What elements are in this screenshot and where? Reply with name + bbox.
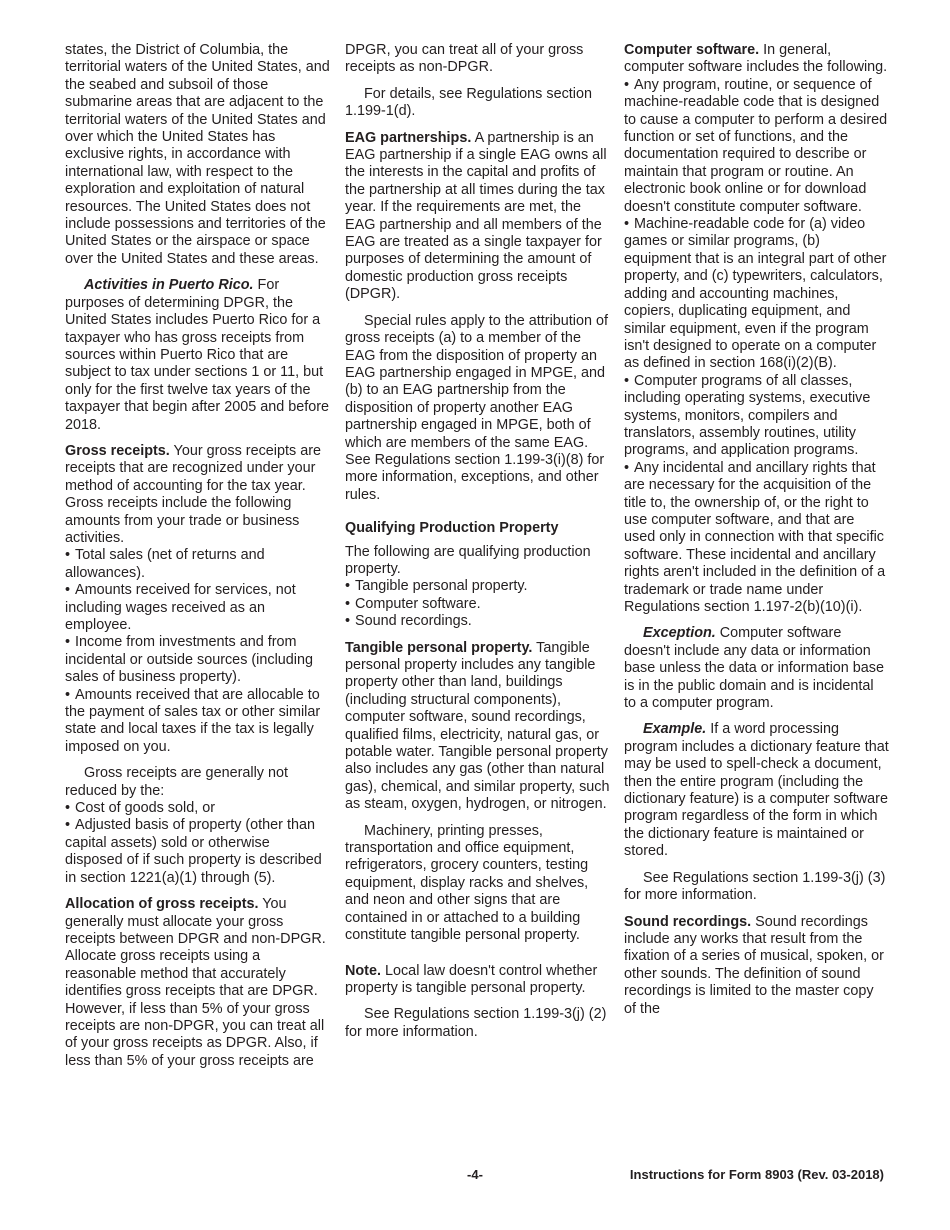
bullet-icon: •	[345, 578, 351, 595]
paragraph-text: For purposes of determining DPGR, the United States includes Puerto Rico for a taxpayer who has gross receipts from sources within Puerto Rico that are subject to tax under sections 1 or 11, but only for the first twelve tax years of the taxpayer that begin after 2005 and before 2018.	[65, 277, 330, 433]
paragraph-text: Local law doesn't control whether property is tangible personal property.	[345, 962, 598, 996]
bullet-icon: •	[624, 216, 630, 233]
paragraph-continued: DPGR, you can treat all of your gross receipts as non-DPGR.	[345, 42, 584, 76]
paragraph-text: If a word processing program includes a dictionary feature that may be used to spell-check a document, then the entire program (including the dictionary feature) is a computer software program regardless of the form in which the dictionary feature is maintained or stored.	[624, 721, 889, 860]
paragraph-us-definition: states, the District of Columbia, the territorial waters of the United States, and the seabed and subsoil of those submarine areas that are adjacent to the territorial waters of the United States and over which the United States has exclusive rights, in accordance with international law, with respect to the exploration and exploitation of natural resources. The United States does not include possessions and territories of the United States or the airspace or space over the United States and these areas.	[65, 42, 330, 267]
run-in-heading: Example.	[643, 721, 707, 738]
bullet-icon: •	[65, 817, 71, 834]
run-in-heading: Computer software.	[624, 42, 760, 58]
list-item: • Sound recordings.	[345, 613, 472, 630]
list-item: • Computer programs of all classes, including operating systems, executive systems, monitors, compilers and translators, assembly routines, utility programs, and application programs.	[624, 372, 871, 459]
run-in-heading: Exception.	[643, 625, 716, 642]
paragraph-machinery: Machinery, printing presses, transportation and office equipment, refrigerators, grocery counters, testing equipment, display racks and shelves, and neon and other signs that are contained in or attached to a building constitute tangible personal property.	[345, 822, 589, 944]
paragraph-puerto-rico	[65, 277, 330, 434]
paragraph-text: Sound recordings include any works that result from the fixation of a series of musical, spoken, or other sounds. The definition of sound recordings is limited to the master copy of the	[624, 913, 884, 1017]
not-reduced-list	[65, 800, 330, 887]
computer-software-list	[624, 77, 889, 617]
paragraph-eag-partnerships	[345, 130, 610, 304]
paragraph-text: Computer software doesn't include any data or information base unless the data or information base is in the public domain and is incidental to a computer program.	[624, 625, 884, 712]
list-item: • Income from investments and from incidental or outside sources (including sales of business property).	[65, 634, 313, 686]
qpp-list	[345, 578, 610, 630]
page-number: -4-	[467, 1167, 483, 1182]
bullet-icon: •	[345, 595, 351, 612]
paragraph-exception	[624, 625, 889, 712]
paragraph-text: In general, computer software includes the following.	[624, 42, 888, 76]
column-middle	[345, 42, 610, 1050]
bullet-icon: •	[345, 613, 351, 630]
list-item: • Any incidental and ancillary rights that are necessary for the acquisition of the title to, the ownership of, or the right to use computer software, and that are used only in connection with that specific software. These incidental and ancillary rights aren't included in the definition of a trademark or trade name under Regulations section 1.197-2(b)(10)(i).	[624, 459, 886, 615]
run-in-heading: Note.	[345, 962, 381, 979]
bullet-icon: •	[65, 634, 71, 651]
paragraph-sound-recordings	[624, 914, 889, 1018]
paragraph-text: Your gross receipts are receipts that are recognized under your method of accounting for the tax year. Gross receipts include the following amounts from your trade or business activities.	[65, 442, 321, 546]
bullet-icon: •	[624, 459, 630, 476]
bullet-icon: •	[65, 800, 71, 817]
bullet-icon: •	[624, 76, 630, 93]
list-item: • Total sales (net of returns and allowances).	[65, 547, 265, 581]
bullet-icon: •	[65, 582, 71, 599]
list-item: • Tangible personal property.	[345, 578, 528, 595]
form-title-footer: Instructions for Form 8903 (Rev. 03-2018)	[629, 1167, 884, 1182]
run-in-heading: Gross receipts.	[65, 442, 170, 459]
section-heading-qpp: Qualifying Production Property	[345, 520, 559, 537]
paragraph-details: For details, see Regulations section 1.199-1(d).	[345, 85, 592, 120]
bullet-icon: •	[65, 547, 71, 564]
bullet-icon: •	[624, 372, 630, 389]
list-item: • Adjusted basis of property (other than capital assets) sold or otherwise disposed of if such property is described in section 1221(a)(1) through (5).	[65, 817, 322, 886]
column-left	[65, 42, 330, 1079]
paragraph-qpp-intro: The following are qualifying production property.	[345, 543, 591, 577]
paragraph-text: You generally must allocate your gross receipts between DPGR and non-DPGR. Allocate gross receipts using a reasonable method that accurately identifies gross receipts that are DPGR. However, if less than 5% of your gross receipts are non-DPGR, you can treat all of your gross receipts as DPGR. Also, if less than 5% of your gross receipts are	[65, 896, 326, 1069]
paragraph-see-regulations: See Regulations section 1.199-3(j) (3) for more information.	[624, 869, 886, 904]
bullet-icon: •	[65, 686, 71, 703]
list-item: • Any program, routine, or sequence of machine-readable code that is designed to cause a computer to perform a desired function or set of functions, and the documentation required to describe or maintain that program or routine. An electronic book online or for download doesn't constitute computer software.	[624, 76, 888, 215]
list-item: • Computer software.	[345, 595, 481, 612]
paragraph-computer-software	[624, 42, 889, 77]
paragraph-tangible-personal-property	[345, 640, 610, 814]
run-in-heading: Tangible personal property.	[345, 639, 533, 656]
run-in-heading: Sound recordings.	[624, 913, 752, 930]
run-in-heading: Allocation of gross receipts.	[65, 896, 259, 913]
paragraph-allocation	[65, 896, 330, 1070]
paragraph-see-regulations: See Regulations section 1.199-3(j) (2) for more information.	[345, 1006, 607, 1040]
paragraph-example	[624, 721, 889, 860]
paragraph-note	[345, 963, 610, 998]
paragraph-text: Tangible personal property includes any tangible property other than land, buildings (including structural components), computer software, sound recordings, qualified films, electricity, natural gas, or potable water. Tangible personal property also includes any gas (other than natural gas), chemical, and similar property, such as steam, oxygen, hydrogen, or nitrogen.	[345, 639, 610, 813]
run-in-heading: Activities in Puerto Rico.	[84, 277, 254, 294]
list-item: • Machine-readable code for (a) video games or similar programs, (b) equipment that is an integral part of other property, and (c) typewriters, calculators, adding and accounting machines, copiers, duplicating equipment, and similar equipment, even if the program isn't designed to operate on a computer as defined in section 168(i)(2)(B).	[624, 216, 887, 372]
list-item: • Amounts received for services, not including wages received as an employee.	[65, 582, 296, 633]
gross-receipts-list	[65, 547, 330, 756]
paragraph-gross-receipts	[65, 443, 330, 547]
paragraph-text: A partnership is an EAG partnership if a single EAG owns all the interests in the capital and profits of the partnership at all times during the tax year. If the requirements are met, the EAG partnership and all members of the EAG are treated as a single taxpayer for purposes of determining the amount of domestic production gross receipts (DPGR).	[345, 129, 607, 303]
run-in-heading: EAG partnerships.	[345, 129, 472, 146]
column-right	[624, 42, 889, 1027]
paragraph-not-reduced: Gross receipts are generally not reduced by the:	[65, 765, 288, 799]
paragraph-special-rules: Special rules apply to the attribution of gross receipts (a) to a member of the EAG from the disposition of property an EAG partnership engaged in MPGE, and (b) to an EAG partnership from the disposition of property another EAG partnership engaged in MPGE, both of which are members of the same EAG. See Regulations section 1.199-3(i)(8) for more information, exceptions, and other rules.	[345, 312, 608, 503]
list-item: • Amounts received that are allocable to the payment of sales tax or other similar state and local taxes if the tax is legally imposed on you.	[65, 686, 321, 755]
list-item: • Cost of goods sold, or	[65, 800, 215, 817]
